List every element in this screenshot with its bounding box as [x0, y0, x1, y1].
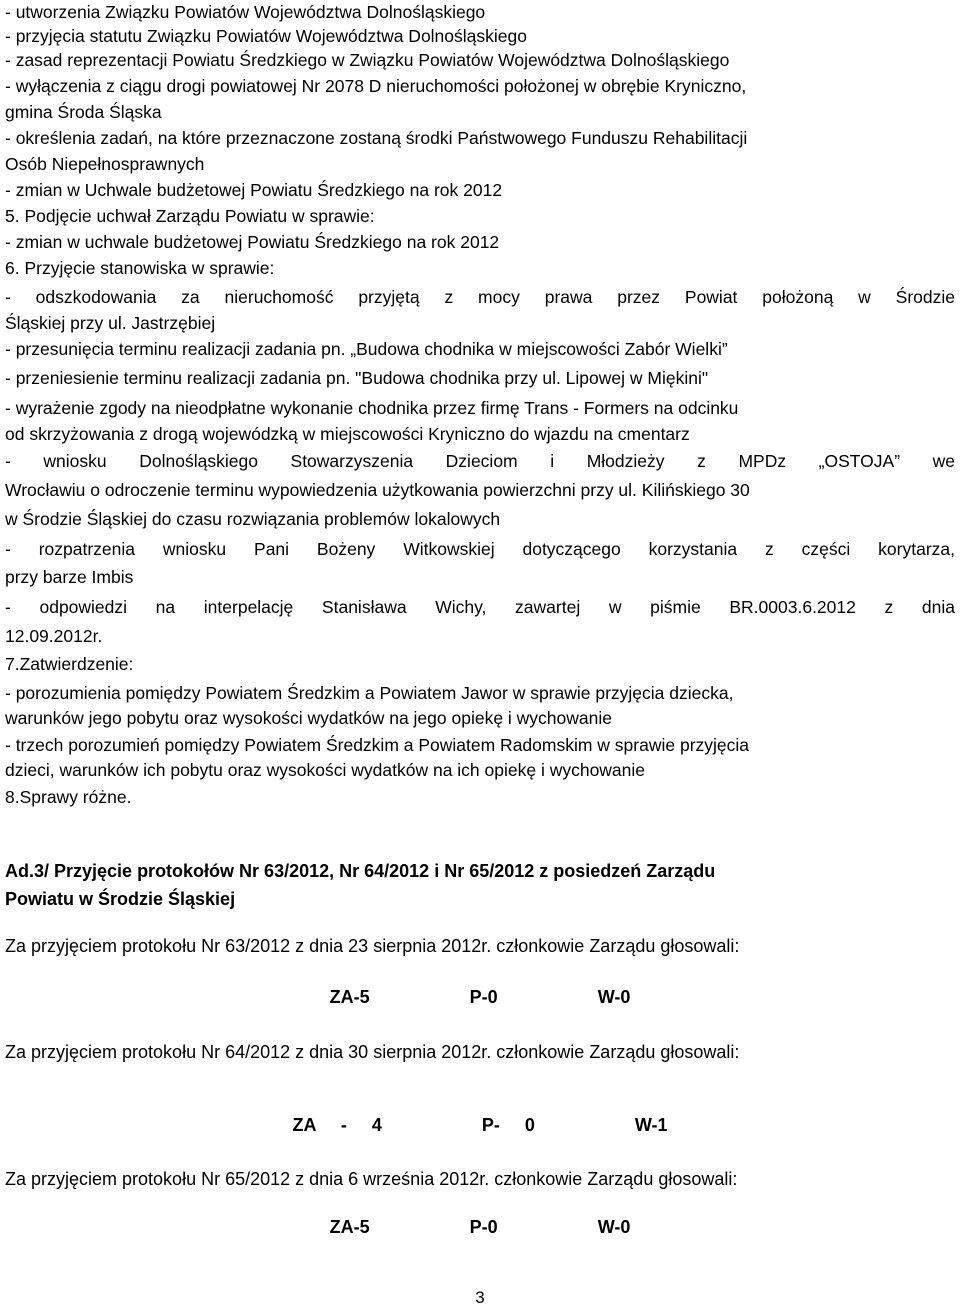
text-line: - zmian w Uchwale budżetowej Powiatu Średzkiego na rok 2012 — [5, 180, 503, 200]
text-line: - określenia zadań, na które przeznaczone zostaną środki Państwowego Funduszu Rehabilitacji — [5, 128, 748, 148]
text-line: - odszkodowania za nieruchomość przyjętą z mocy prawa przez Powiat położoną w Środzie — [5, 287, 955, 307]
text-line: dzieci, warunków ich pobytu oraz wysokości wydatków na ich opiekę i wychowanie — [5, 760, 646, 780]
text-line: warunków jego pobytu oraz wysokości wydatków na jego opiekę i wychowanie — [5, 708, 612, 728]
text-line: od skrzyżowania z drogą wojewódzką w miejscowości Kryniczno do wjazdu na cmentarz — [5, 424, 690, 444]
vote-statement: Za przyjęciem protokołu Nr 64/2012 z dnia 30 sierpnia 2012r. członkowie Zarządu głosowali: — [5, 1042, 740, 1062]
text-line: - odpowiedzi na interpelację Stanisława Wichy, zawartej w piśmie BR.0003.6.2012 z dnia — [5, 597, 955, 617]
agenda-heading-line: Powiatu w Środzie Śląskiej — [5, 889, 236, 909]
vote-result: ZA-5 P-0 W-0 — [329, 1217, 631, 1237]
text-line: przy barze Imbis — [5, 567, 134, 587]
vote-statement: Za przyjęciem protokołu Nr 63/2012 z dnia 23 sierpnia 2012r. członkowie Zarządu głosowali: — [5, 936, 740, 956]
section-heading: 8.Sprawy różne. — [5, 787, 132, 807]
agenda-heading — [5, 857, 715, 913]
text-line: gmina Środa Śląska — [5, 102, 162, 122]
vote-result: ZA - 4 P- 0 W-1 — [292, 1115, 668, 1135]
text-line: w Środzie Śląskiej do czasu rozwiązania problemów lokalowych — [5, 509, 501, 529]
text-line: 12.09.2012r. — [5, 626, 103, 646]
text-line: - porozumienia pomiędzy Powiatem Średzkim a Powiatem Jawor w sprawie przyjęcia dziecka, — [5, 683, 734, 703]
agenda-heading-line: Ad.3/ Przyjęcie protokołów Nr 63/2012, Nr 64/2012 i Nr 65/2012 z posiedzeń Zarządu — [5, 861, 716, 881]
text-line: Śląskiej przy ul. Jastrzębiej — [5, 313, 216, 333]
section-heading: 7.Zatwierdzenie: — [5, 654, 134, 674]
text-line: - przyjęcia statutu Związku Powiatów Województwa Dolnośląskiego — [5, 26, 527, 46]
text-line: - przesunięcia terminu realizacji zadania pn. „Budowa chodnika w miejscowości Zabór Wielki” — [5, 339, 728, 359]
text-line: - rozpatrzenia wniosku Pani Bożeny Witkowskiej dotyczącego korzystania z części korytarza, — [5, 539, 955, 559]
page-number: 3 — [475, 1288, 485, 1307]
text-line: Wrocławiu o odroczenie terminu wypowiedzenia użytkowania powierzchni przy ul. Kilińskiego 30 — [5, 480, 750, 500]
text-line: - wniosku Dolnośląskiego Stowarzyszenia Dzieciom i Młodzieży z MPDz „OSTOJA” we — [5, 451, 955, 471]
text-line: - zmian w uchwale budżetowej Powiatu Średzkiego na rok 2012 — [5, 232, 500, 252]
text-line: - wyrażenie zgody na nieodpłatne wykonanie chodnika przez firmę Trans - Formers na odcinku — [5, 398, 739, 418]
vote-statement: Za przyjęciem protokołu Nr 65/2012 z dnia 6 września 2012r. członkowie Zarządu głosowali: — [5, 1169, 738, 1189]
text-line: - wyłączenia z ciągu drogi powiatowej Nr 2078 D nieruchomości położonej w obrębie Kryniczno, — [5, 76, 747, 96]
text-line: - zasad reprezentacji Powiatu Średzkiego w Związku Powiatów Województwa Dolnośląskiego — [5, 50, 730, 70]
section-heading: 5. Podjęcie uchwał Zarządu Powiatu w sprawie: — [5, 206, 375, 226]
text-line: - utworzenia Związku Powiatów Województwa Dolnośląskiego — [5, 2, 486, 22]
text-line: - przeniesienie terminu realizacji zadania pn. "Budowa chodnika przy ul. Lipowej w Miękini" — [5, 368, 709, 388]
vote-result: ZA-5 P-0 W-0 — [329, 987, 631, 1007]
text-line: Osób Niepełnosprawnych — [5, 154, 205, 174]
text-line: - trzech porozumień pomiędzy Powiatem Średzkim a Powiatem Radomskim w sprawie przyjęcia — [5, 735, 750, 755]
section-heading: 6. Przyjęcie stanowiska w sprawie: — [5, 258, 275, 278]
